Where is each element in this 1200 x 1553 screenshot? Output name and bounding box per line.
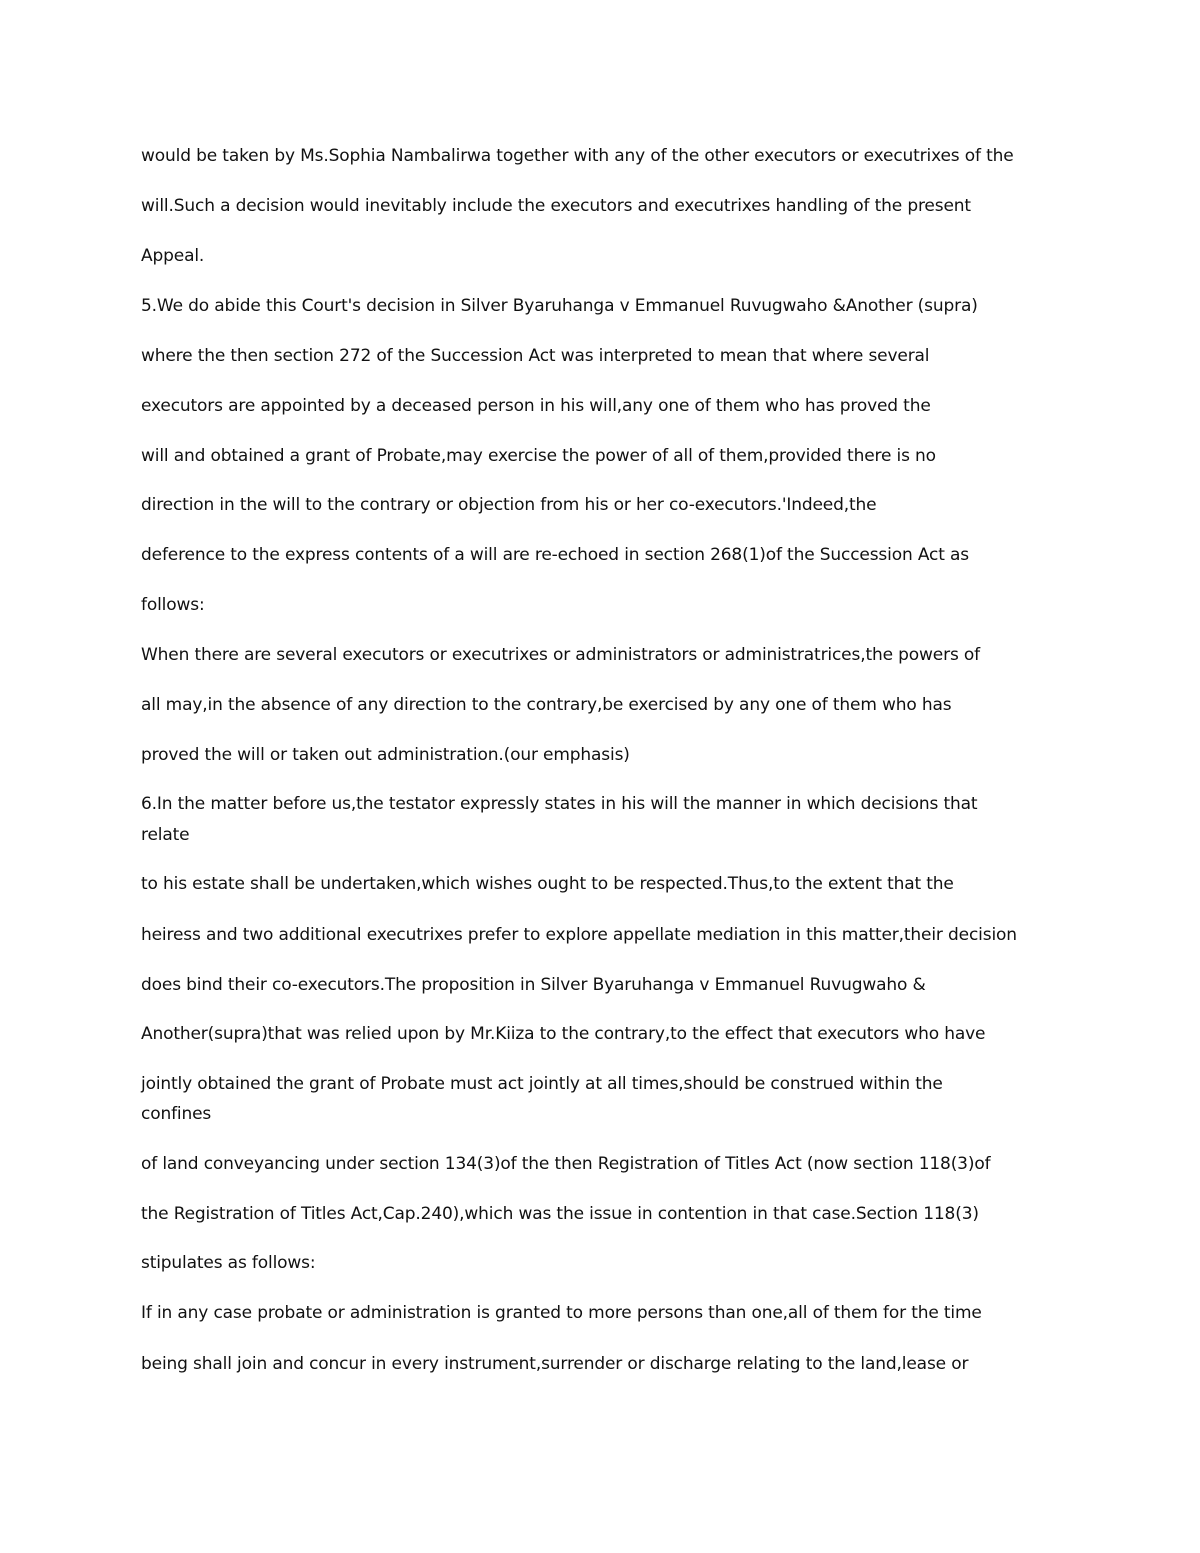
text-line: the Registration of Titles Act,Cap.240),which was the issue in contention in that case.Section 118(3): [141, 1204, 979, 1224]
text-line: would be taken by Ms.Sophia Nambalirwa together with any of the other executors or executrixes of the: [141, 146, 1014, 166]
text-line: all may,in the absence of any direction to the contrary,be exercised by any one of them who has: [141, 695, 952, 715]
text-line: being shall join and concur in every instrument,surrender or discharge relating to the land,lease or: [141, 1354, 969, 1374]
text-line: executors are appointed by a deceased person in his will,any one of them who has proved the: [141, 396, 931, 416]
text-line: direction in the will to the contrary or objection from his or her co-executors.'Indeed,the: [141, 495, 877, 515]
text-line: to his estate shall be undertaken,which wishes ought to be respected.Thus,to the extent that the: [141, 874, 954, 894]
text-line: follows:: [141, 595, 205, 615]
text-line: proved the will or taken out administration.(our emphasis): [141, 745, 630, 765]
text-line: 6.In the matter before us,the testator expressly states in his will the manner in which decisions that: [141, 794, 978, 814]
text-line: heiress and two additional executrixes prefer to explore appellate mediation in this matter,their decision: [141, 925, 1017, 945]
text-line: When there are several executors or executrixes or administrators or administratrices,the powers of: [141, 645, 980, 665]
text-line: jointly obtained the grant of Probate must act jointly at all times,should be construed within the: [141, 1074, 943, 1094]
text-line: deference to the express contents of a will are re-echoed in section 268(1)of the Succession Act as: [141, 545, 969, 565]
text-line: Another(supra)that was relied upon by Mr.Kiiza to the contrary,to the effect that executors who have: [141, 1024, 986, 1044]
text-line: relate: [141, 825, 190, 845]
text-line: of land conveyancing under section 134(3)of the then Registration of Titles Act (now section 118(3)of: [141, 1154, 991, 1174]
text-line: will.Such a decision would inevitably include the executors and executrixes handling of the present: [141, 196, 971, 216]
text-line: 5.We do abide this Court's decision in Silver Byaruhanga v Emmanuel Ruvugwaho &Another (supra): [141, 296, 978, 316]
text-line: will and obtained a grant of Probate,may exercise the power of all of them,provided there is no: [141, 446, 936, 466]
text-line: confines: [141, 1104, 212, 1124]
text-line: Appeal.: [141, 246, 205, 266]
text-line: stipulates as follows:: [141, 1253, 316, 1273]
text-line: where the then section 272 of the Succession Act was interpreted to mean that where several: [141, 346, 930, 366]
text-line: does bind their co-executors.The proposition in Silver Byaruhanga v Emmanuel Ruvugwaho &: [141, 975, 926, 995]
text-line: If in any case probate or administration is granted to more persons than one,all of them for the time: [141, 1303, 982, 1323]
